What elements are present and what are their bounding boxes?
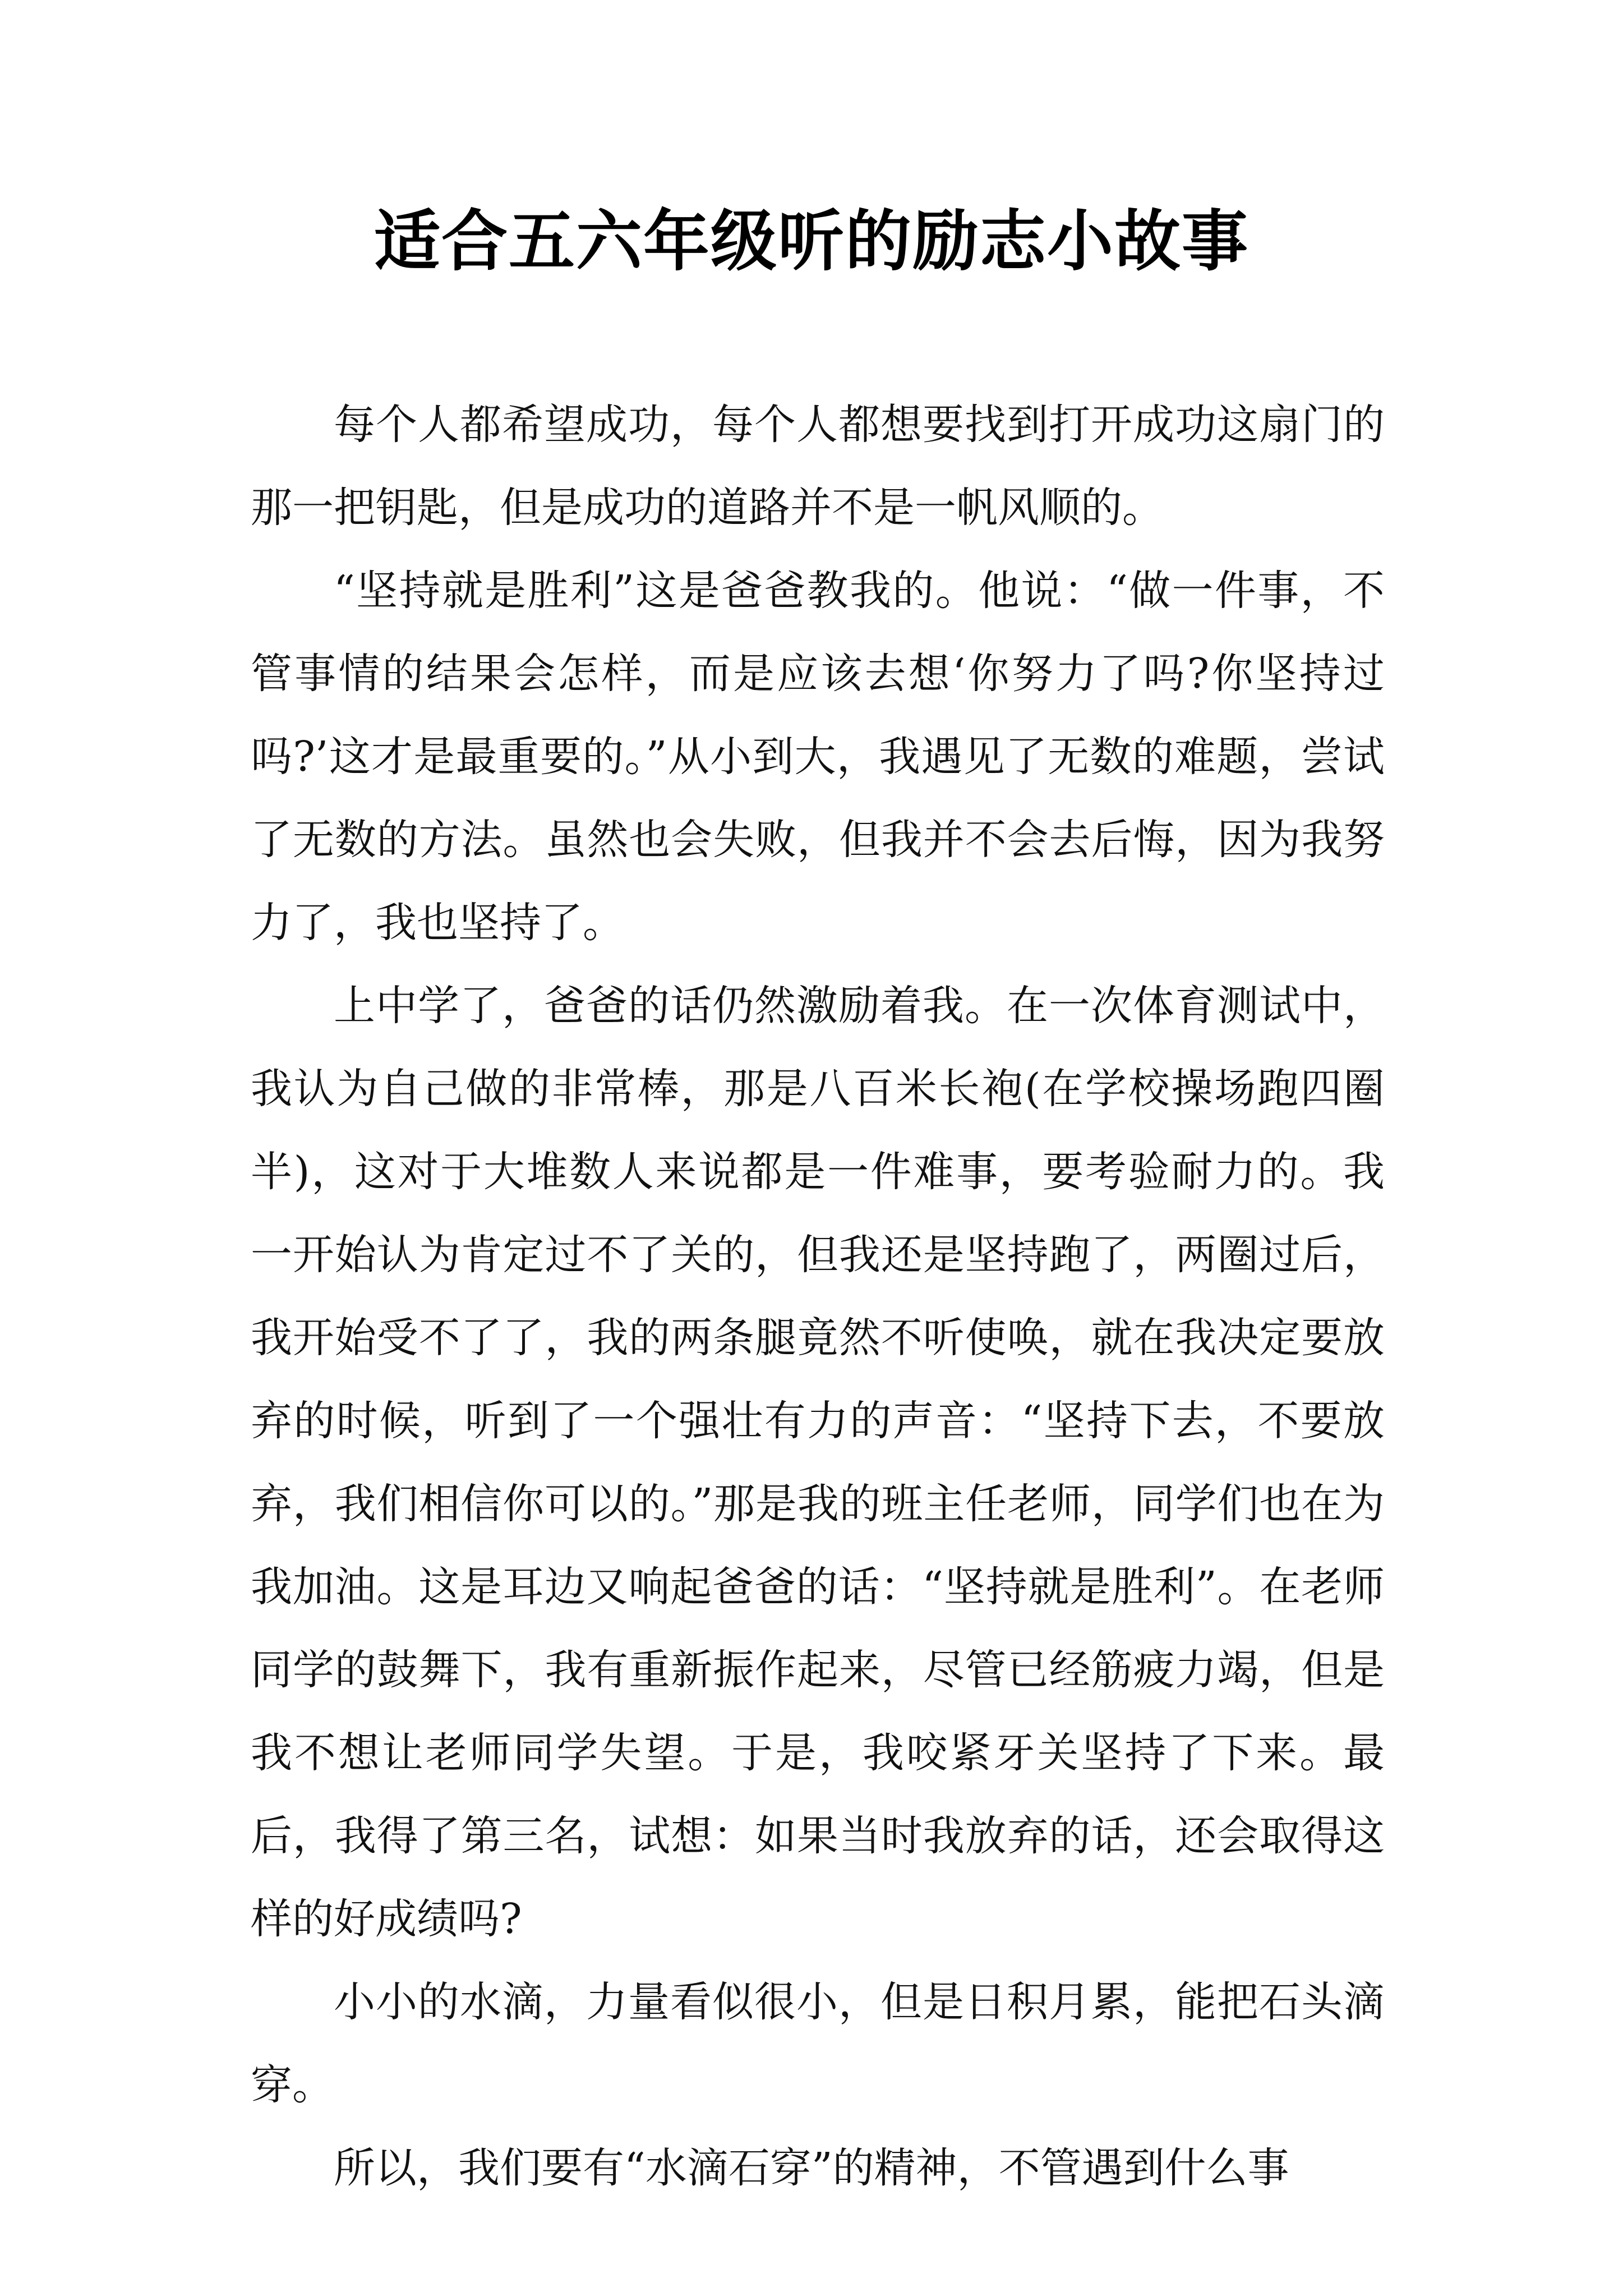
paragraph-4: 小小的水滴，力量看似很小，但是日积月累，能把石头滴穿。	[251, 1978, 1385, 2109]
paragraph-2: “坚持就是胜利”这是爸爸教我的。他说：“做一件事，不管事情的结果会怎样，而是应该去想‘你努力了吗?你坚持过吗?’这才是最重要的。”从小到大，我遇见了无数的难题，尝试了无数的方法。虽然也会失败，但我并不会去后悔，因为我努力了，我也坚持了。	[251, 567, 1385, 947]
document-title: 适合五六年级听的励志小故事	[374, 202, 1249, 280]
document-body	[251, 383, 1385, 2210]
paragraph-5: 所以，我们要有“水滴石穿”的精神，不管遇到什么事	[334, 2144, 1289, 2192]
paragraph-3: 上中学了，爸爸的话仍然激励着我。在一次体育测试中，我认为自己做的非常棒，那是八百米长袍(在学校操场跑四圈半)，这对于大堆数人来说都是一件难事，要考验耐力的。我一开始认为肯定过不了关的，但我还是坚持跑了，两圈过后，我开始受不了了，我的两条腿竟然不听使唤，就在我决定要放弃的时候，听到了一个强壮有力的声音：“坚持下去，不要放弃，我们相信你可以的。”那是我的班主任老师，同学们也在为我加油。这是耳边又响起爸爸的话：“坚持就是胜利”。在老师同学的鼓舞下，我有重新振作起来，尽管已经筋疲力竭，但是我不想让老师同学失望。于是，我咬紧牙关坚持了下来。最后，我得了第三名，试想：如果当时我放弃的话，还会取得这样的好成绩吗?	[251, 982, 1385, 1943]
paragraph-1: 每个人都希望成功，每个人都想要找到打开成功这扇门的那一把钥匙，但是成功的道路并不是一帆风顺的。	[251, 401, 1385, 532]
